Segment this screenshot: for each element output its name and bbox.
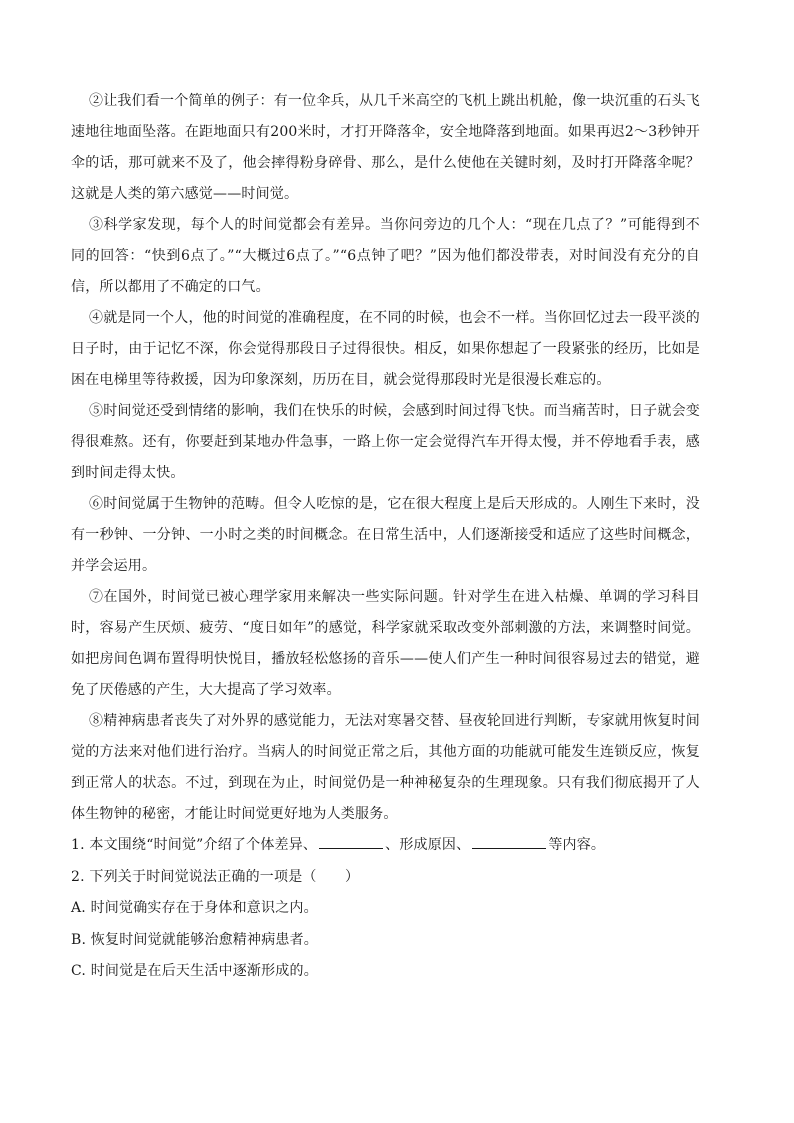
paragraph-3: ③科学家发现，每个人的时间觉都会有差异。当你问旁边的几个人：“现在几点了？”可能得到不同的回答：“快到6点了。”“大概过6点了。”“6点钟了吧？”因为他们都没带表，对时间没有充分的自信，所以都用了不确定的口气。 [71, 217, 700, 295]
answer-blank-1[interactable] [319, 832, 383, 849]
questions-section [71, 830, 700, 988]
paragraph-6: ⑥时间觉属于生物钟的范畴。但令人吃惊的是，它在很大程度上是后天形成的。人刚生下来时，没有一秒钟、一分钟、一小时之类的时间概念。在日常生活中，人们逐渐接受和适应了这些时间概念，并学会运用。 [71, 496, 700, 574]
question-1 [71, 830, 700, 862]
question-1-middle: 、形成原因、 [385, 837, 471, 853]
article-body [71, 86, 700, 830]
question-2-option-b: B. 恢复时间觉就能够治愈精神病患者。 [71, 931, 318, 948]
paragraph-4: ④就是同一个人，他的时间觉的准确程度，在不同的时候，也会不一样。当你回忆过去一段平淡的日子时，由于记忆不深，你会觉得那段日子过得很快。相反，如果你想起了一段紧张的经历，比如是困在电梯里等待救援，因为印象深刻，历历在目，就会觉得那段时光是很漫长难忘的。 [71, 310, 700, 388]
question-2-option-a: A. 时间觉确实存在于身体和意识之内。 [71, 900, 318, 916]
answer-blank-2[interactable] [472, 832, 546, 849]
paragraph-5: ⑤时间觉还受到情绪的影响，我们在快乐的时候，会感到时间过得飞快。而当痛苦时，日子就会变得很难熬。还有，你要赶到某地办件急事，一路上你一定会觉得汽车开得太慢，并不停地看手表，感到时间走得太快。 [71, 403, 700, 481]
question-2-option-c: C. 时间觉是在后天生活中逐渐形成的。 [71, 963, 318, 979]
paragraph-7: ⑦在国外，时间觉已被心理学家用来解决一些实际问题。针对学生在进入枯燥、单调的学习科目时，容易产生厌烦、疲劳、“度日如年”的感觉，科学家就采取改变外部刺激的方法，来调整时间觉。如把房间色调布置得明快悦目，播放轻松悠扬的音乐——使人们产生一种时间很容易过去的错觉，避免了厌倦感的产生，大大提高了学习效率。 [71, 589, 700, 698]
question-1-prefix: 1. 本文围绕“时间觉”介绍了个体差异、 [71, 837, 318, 853]
paragraph-8: ⑧精神病患者丧失了对外界的感觉能力，无法对寒暑交替、昼夜轮回进行判断，专家就用恢复时间觉的方法来对他们进行治疗。当病人的时间觉正常之后，其他方面的功能就可能发生连锁反应，恢复到正常人的状态。不过，到现在为止，时间觉仍是一种神秘复杂的生理现象。只有我们彻底揭开了人体生物钟的秘密，才能让时间觉更好地为人类服务。 [71, 713, 700, 822]
paragraph-2: ②让我们看一个简单的例子：有一位伞兵，从几千米高空的飞机上跳出机舱，像一块沉重的石头飞速地往地面坠落。在距地面只有200米时，才打开降落伞，安全地降落到地面。如果再迟2～3秒钟开伞的话，那可就来不及了，他会摔得粉身碎骨、那么，是什么使他在关键时刻，及时打开降落伞呢？这就是人类的第六感觉——时间觉。 [71, 93, 700, 202]
question-2-stem: 2. 下列关于时间觉说法正确的一项是（ ） [71, 868, 360, 885]
question-1-suffix: 等内容。 [548, 837, 606, 853]
